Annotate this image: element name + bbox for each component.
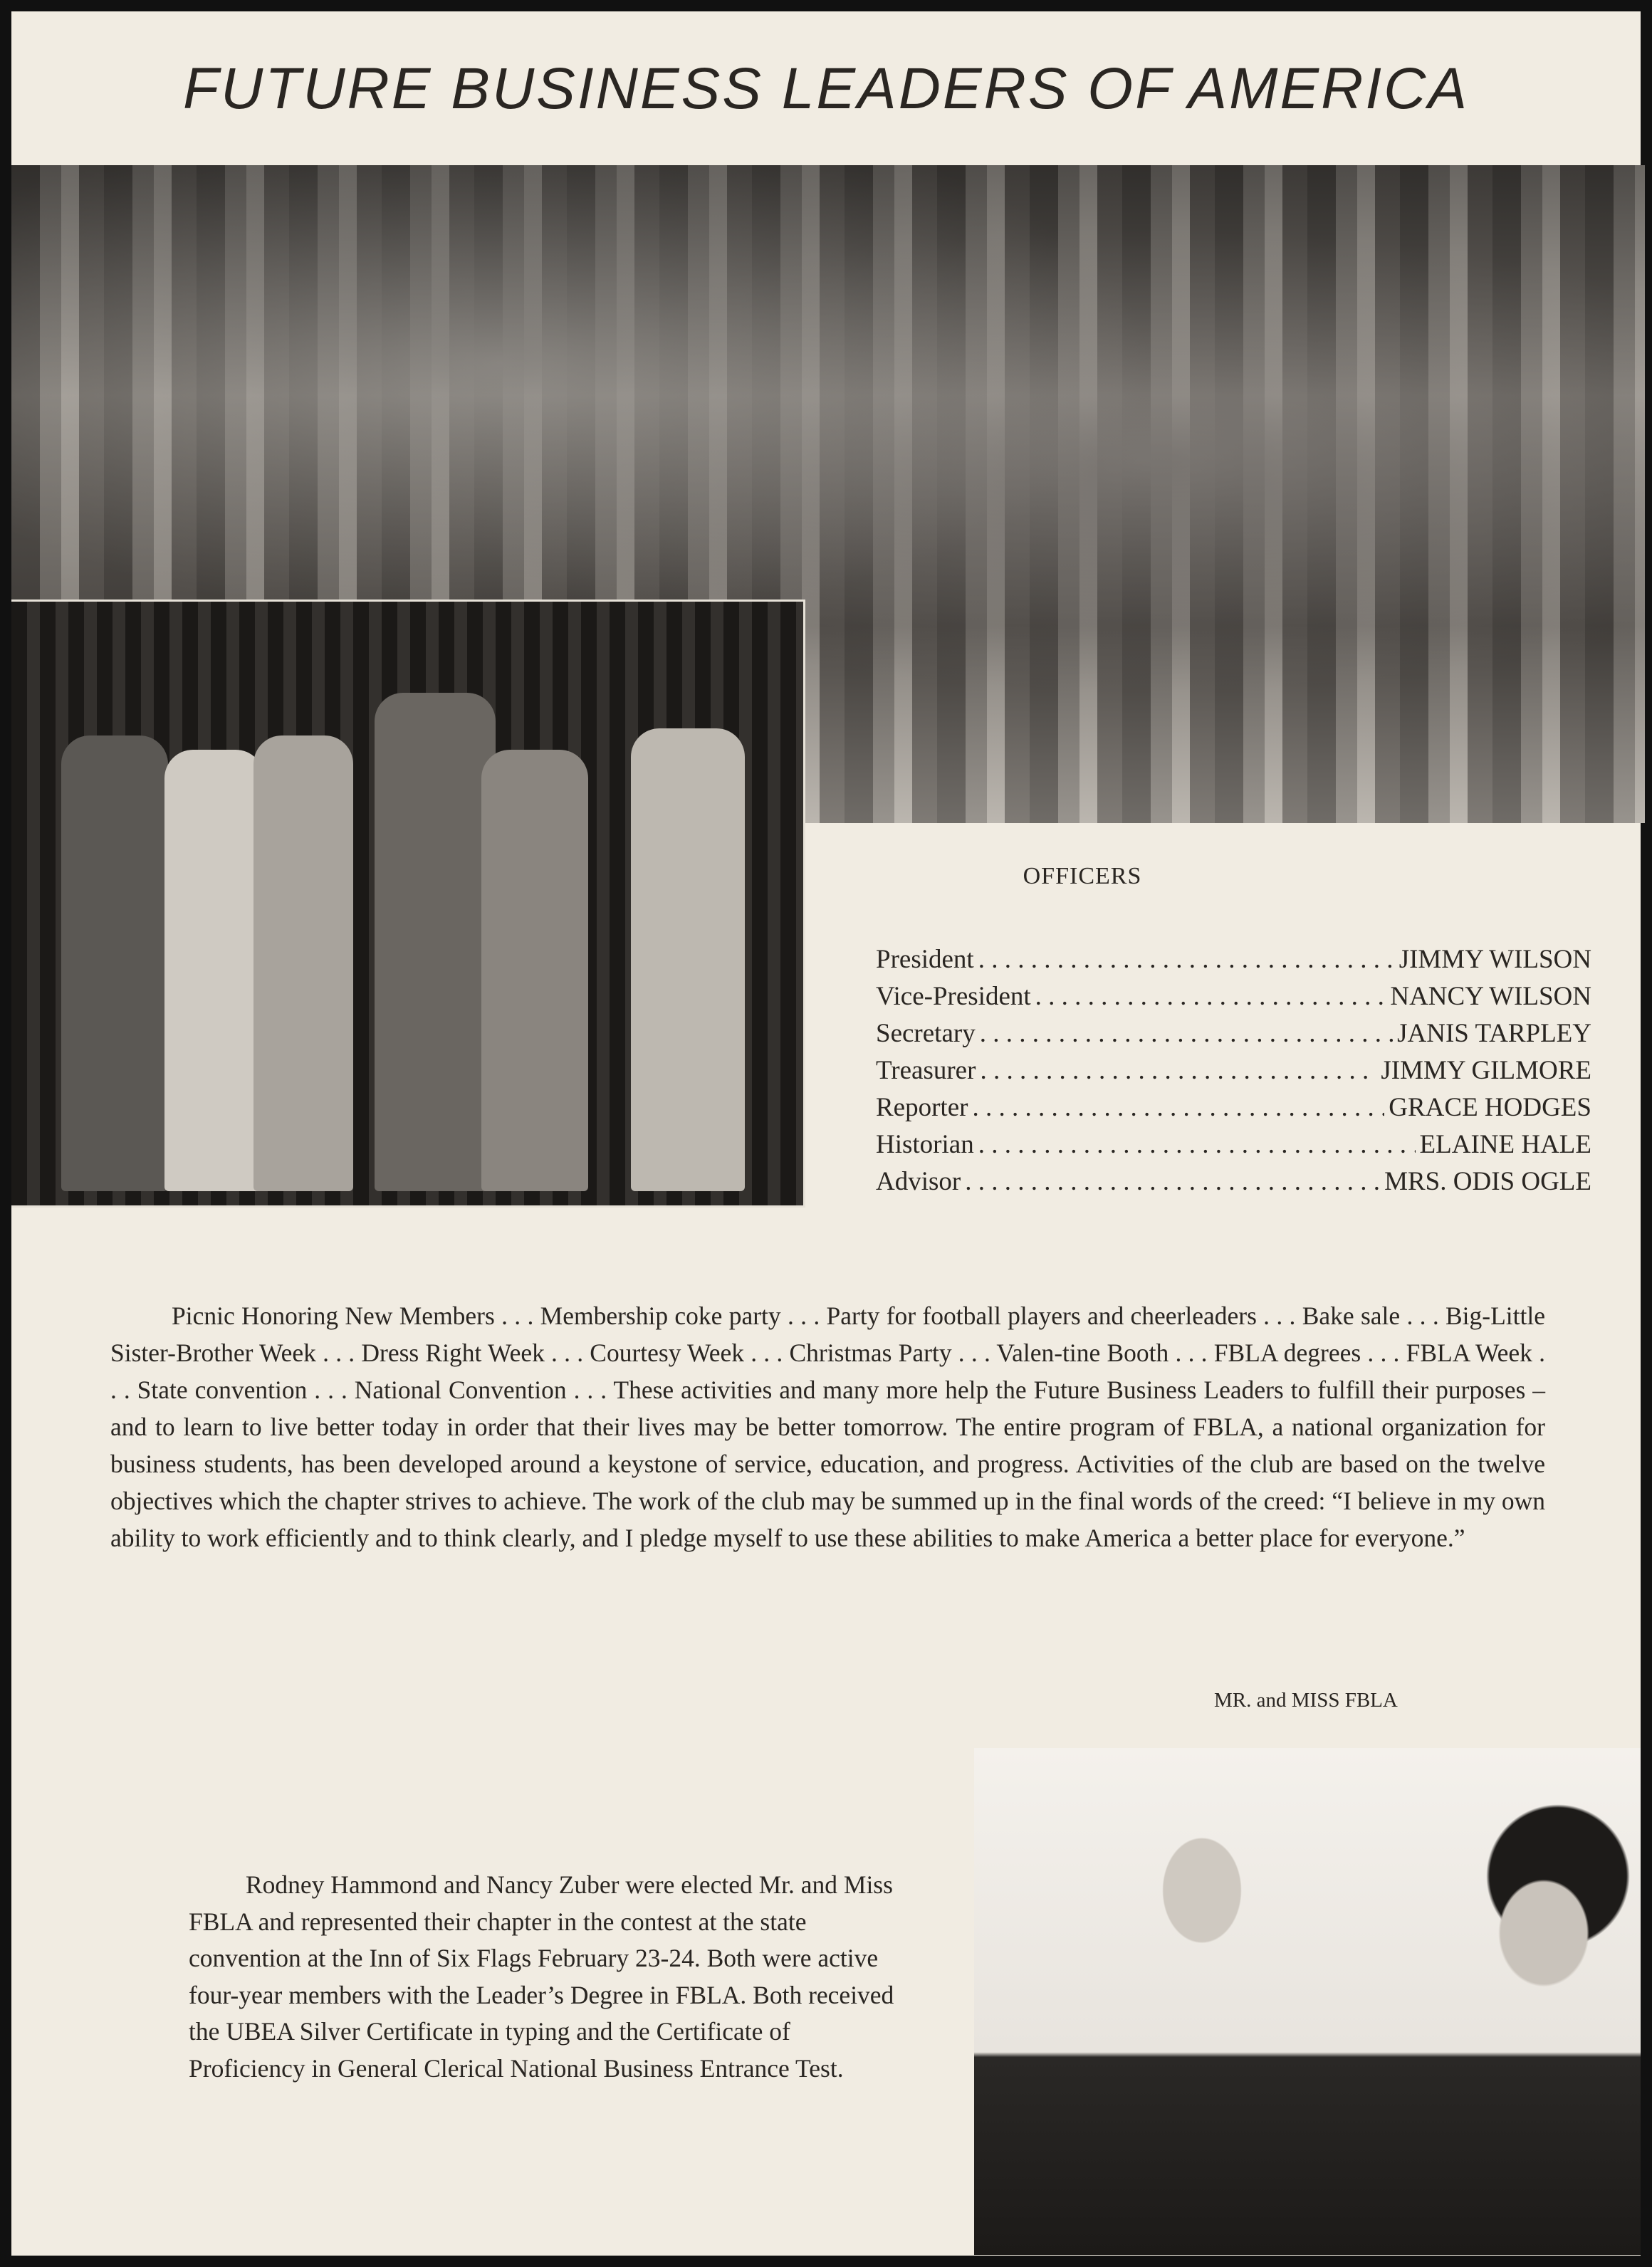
leader-dots xyxy=(980,1055,1376,1086)
officer-row xyxy=(876,944,1591,981)
officer-name: JANIS TARPLEY xyxy=(1397,1019,1591,1048)
officer-name: JIMMY GILMORE xyxy=(1381,1056,1591,1085)
officer-role: Historian xyxy=(876,1130,974,1159)
officer-row xyxy=(876,1129,1591,1166)
officer-row xyxy=(876,1166,1591,1203)
leader-dots xyxy=(965,1166,1380,1197)
officer-role: Advisor xyxy=(876,1167,961,1196)
officer-row xyxy=(876,981,1591,1018)
officer-figure xyxy=(375,693,496,1191)
mr-miss-paragraph: Rodney Hammond and Nancy Zuber were elected Mr. and Miss FBLA and represented their chapter in the contest at the state convention at the Inn of Six Flags February 23-24. Both were active four-year members with the Leader’s Degree in FBLA. Both received the UBEA Silver Certificate in typing and the Certificate of Proficiency in General Clerical National Business Entrance Test. xyxy=(189,1870,894,2083)
officer-name: MRS. ODIS OGLE xyxy=(1384,1167,1591,1196)
officer-row xyxy=(876,1092,1591,1129)
officer-name: JIMMY WILSON xyxy=(1399,945,1591,974)
leader-dots xyxy=(972,1092,1384,1123)
officers-photo xyxy=(11,600,805,1208)
officer-name: GRACE HODGES xyxy=(1389,1093,1591,1122)
activities-paragraph: Picnic Honoring New Members . . . Membership coke party . . . Party for football players and cheerleaders . . . Bake sale . . . Big-Little Sister-Brother Week . . . Dress Right Week . . . Courtesy Week . . . Christmas Party . . . Valen-tine Booth . . . FBLA degrees . . . FBLA Week . . . State convention . . . National Convention . . . These activities and many more help the Future Business Leaders to fulfill their purposes – and to learn to live better today in order that their lives may be better tomorrow. The entire program of FBLA, a national organization for business students, has been developed around a keystone of service, education, and progress. Activities of the club are based on the twelve objectives which the chapter strives to achieve. The work of the club may be summed up in the final words of the creed: “I believe in my own ability to work efficiently and to think clearly, and I pledge myself to use these abilities to make America a better place for everyone.” xyxy=(110,1302,1545,1552)
officer-figure xyxy=(61,735,168,1191)
page-title: FUTURE BUSINESS LEADERS OF AMERICA xyxy=(182,56,1470,121)
officer-role: President xyxy=(876,945,974,974)
officer-name: NANCY WILSON xyxy=(1390,982,1591,1011)
leader-dots xyxy=(978,944,1395,975)
officer-row xyxy=(876,1055,1591,1092)
officer-row xyxy=(876,1018,1591,1055)
officers-heading: OFFICERS xyxy=(1023,863,1142,889)
officer-figure xyxy=(631,728,745,1191)
mr-miss-fbla-photo xyxy=(974,1748,1641,2255)
officer-figure xyxy=(481,750,588,1191)
officer-role: Treasurer xyxy=(876,1056,976,1085)
leader-dots xyxy=(980,1018,1393,1049)
officer-name: ELAINE HALE xyxy=(1419,1130,1591,1159)
officer-role: Vice-President xyxy=(876,982,1031,1011)
officer-role: Secretary xyxy=(876,1019,976,1048)
officers-list xyxy=(876,944,1591,1203)
leader-dots xyxy=(1035,981,1386,1012)
officer-figure xyxy=(253,735,353,1191)
officer-figure xyxy=(164,750,264,1191)
leader-dots xyxy=(978,1129,1416,1160)
mr-miss-caption: MR. and MISS FBLA xyxy=(1214,1689,1398,1712)
officer-role: Reporter xyxy=(876,1093,968,1122)
